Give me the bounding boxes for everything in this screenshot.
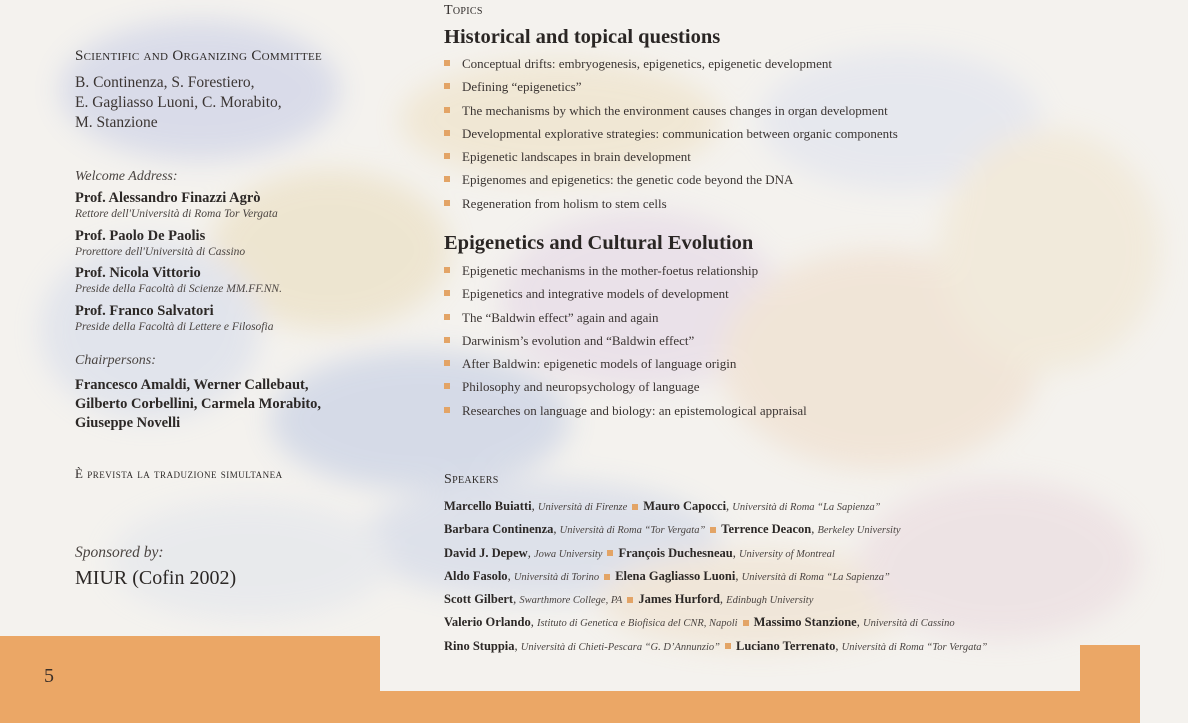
section-title: Historical and topical questions <box>444 26 721 48</box>
topic-text: The mechanisms by which the environment causes changes in organ development <box>462 102 888 118</box>
speaker-row: David J. Depew, Jowa University François Duchesneau, University of Montreal <box>444 545 835 560</box>
separator-icon <box>632 504 638 510</box>
topic-item <box>444 375 807 398</box>
committee-name-line: B. Continenza, S. Forestiero, <box>75 74 255 91</box>
speaker-affiliation: Università di Firenze <box>537 502 628 513</box>
speaker-name: Prof. Franco Salvatori <box>75 303 214 319</box>
speaker-row: Marcello Buiatti, Università di Firenze Mauro Capocci, Università di Roma “La Sapienza” <box>444 499 881 513</box>
speaker-role: Preside della Facoltà di Scienze MM.FF.NN. <box>75 283 282 295</box>
topic-item <box>444 168 898 191</box>
bullet-icon <box>444 360 450 366</box>
separator-icon <box>604 574 610 580</box>
speaker-row: Scott Gilbert, Swarthmore College, PA James Hurford, Edinbugh University <box>444 592 814 607</box>
topic-text: Researches on language and biology: an epistemological appraisal <box>462 402 807 418</box>
topic-item <box>444 329 807 352</box>
speaker-affiliation: Università di Roma “La Sapienza” <box>732 502 881 513</box>
topic-text: Epigenetic mechanisms in the mother-foetus relationship <box>462 263 759 278</box>
separator-icon <box>710 527 716 533</box>
speaker-name: Luciano Terrenato <box>735 638 836 653</box>
topic-text: Developmental explorative strategies: communication between organic components <box>462 125 898 141</box>
speaker-row: Rino Stuppia, Università di Chieti-Pescara “G. D’Annunzio” Luciano Terrenato, Università di Roma “Tor Vergata” <box>444 638 988 653</box>
committee-heading: Scientific and Organizing Committee <box>75 48 323 64</box>
chairperson-line: Giuseppe Novelli <box>75 415 181 431</box>
speaker-affiliation: Università di Roma “La Sapienza” <box>741 571 890 583</box>
speaker-affiliation: Università di Torino <box>513 571 600 583</box>
speaker-name: Aldo Fasolo <box>444 568 508 583</box>
bullet-icon <box>444 200 450 206</box>
speaker-row: Barbara Continenza, Università di Roma “Tor Vergata” Terrence Deacon, Berkeley University <box>444 522 901 537</box>
topic-item <box>444 192 898 215</box>
bullet-icon <box>444 267 450 273</box>
speaker-name: Massimo Stanzione <box>753 615 857 630</box>
speaker-role: Prorettore dell'Università di Cassino <box>75 246 246 258</box>
topic-item <box>444 145 898 168</box>
chairpersons-heading: Chairpersons: <box>75 353 156 368</box>
bullet-icon <box>444 83 450 89</box>
speaker-affiliation: Istituto di Genetica e Biofisica del CNR, Napoli <box>536 618 738 630</box>
bullet-icon <box>444 290 450 296</box>
topic-text: Epigenetic landscapes in brain development <box>462 149 691 165</box>
topic-list <box>444 52 898 215</box>
welcome-speaker <box>75 228 245 259</box>
chairperson-line: Gilberto Corbellini, Carmela Morabito, <box>75 396 322 412</box>
topic-text: Philosophy and neuropsychology of language <box>462 379 700 395</box>
topic-text: Darwinism’s evolution and “Baldwin effect” <box>462 332 695 348</box>
topic-text: Regeneration from holism to stem cells <box>462 195 667 211</box>
speaker-affiliation: Università di Cassino <box>862 618 955 630</box>
welcome-speaker <box>75 303 273 334</box>
speaker-name: Barbara Continenza <box>444 522 554 537</box>
speaker-name: Terrence Deacon <box>721 522 812 537</box>
topic-text: Epigenomes and epigenetics: the genetic code beyond the DNA <box>462 172 794 188</box>
speaker-role: Preside della Facoltà di Lettere e Filosofia <box>75 321 274 333</box>
bullet-icon <box>444 130 450 136</box>
footer-band-left <box>0 636 380 723</box>
topic-text: Conceptual drifts: embryogenesis, epigenetics, epigenetic development <box>462 56 833 71</box>
committee-names <box>75 73 282 133</box>
committee-name-line: E. Gagliasso Luoni, C. Morabito, <box>75 94 282 111</box>
translation-note: È prevista la traduzione simultanea <box>75 466 283 481</box>
speaker-affiliation: Berkeley University <box>817 525 901 537</box>
topic-item <box>444 352 807 375</box>
speaker-name: François Duchesneau <box>618 545 733 560</box>
section-title: Epigenetics and Cultural Evolution <box>444 232 754 254</box>
speaker-name: Prof. Paolo De Paolis <box>75 228 206 244</box>
topic-list <box>444 259 807 422</box>
speaker-affiliation: Edinbugh University <box>726 595 814 607</box>
speaker-name: Prof. Alessandro Finazzi Agrò <box>75 190 261 206</box>
topic-item <box>444 122 898 145</box>
speaker-name: Valerio Orlando <box>444 615 531 630</box>
topic-item <box>444 282 807 305</box>
welcome-heading: Welcome Address: <box>75 169 178 184</box>
topic-item <box>444 306 807 329</box>
separator-icon <box>725 643 731 649</box>
speaker-name: Mauro Capocci <box>643 499 727 513</box>
speaker-affiliation: Jowa University <box>533 548 603 560</box>
bullet-icon <box>444 153 450 159</box>
separator-icon <box>607 550 613 556</box>
speaker-name: David J. Depew <box>444 545 528 560</box>
bullet-icon <box>444 407 450 413</box>
speaker-name: Marcello Buiatti <box>444 499 532 513</box>
topic-item <box>444 399 807 422</box>
bullet-icon <box>444 176 450 182</box>
topic-text: Epigenetics and integrative models of development <box>462 286 729 302</box>
topic-text: Defining “epigenetics” <box>462 79 582 95</box>
speakers-list <box>444 495 987 658</box>
committee-name-line: M. Stanzione <box>75 114 158 131</box>
bullet-icon <box>444 107 450 113</box>
speaker-affiliation: Università di Roma “Tor Vergata” <box>841 641 988 653</box>
speaker-name: Prof. Nicola Vittorio <box>75 265 201 281</box>
footer-band-right <box>1080 645 1140 723</box>
topic-item <box>444 75 898 98</box>
speaker-affiliation: Swarthmore College, PA <box>519 595 623 607</box>
chairpersons-names <box>75 376 321 433</box>
speakers-label: Speakers <box>444 472 499 487</box>
speaker-role: Rettore dell'Università di Roma Tor Vergata <box>75 208 278 220</box>
speaker-affiliation: Università di Chieti-Pescara “G. D’Annunzio” <box>520 641 720 653</box>
topic-text: The “Baldwin effect” again and again <box>462 309 659 325</box>
speaker-name: Elena Gagliasso Luoni <box>615 568 736 583</box>
speaker-row: Aldo Fasolo, Università di Torino Elena Gagliasso Luoni, Università di Roma “La Sapienza” <box>444 568 890 583</box>
separator-icon <box>627 597 633 603</box>
topic-item <box>444 52 898 75</box>
separator-icon <box>743 620 749 626</box>
bullet-icon <box>444 60 450 66</box>
speaker-row: Valerio Orlando, Istituto di Genetica e Biofisica del CNR, Napoli Massimo Stanzione, Università di Cassino <box>444 615 955 630</box>
sponsored-heading: Sponsored by: <box>75 544 164 561</box>
sponsor-name: MIUR (Cofin 2002) <box>75 567 237 589</box>
bullet-icon <box>444 337 450 343</box>
welcome-speaker <box>75 190 278 221</box>
topic-item <box>444 259 807 282</box>
speaker-affiliation: Università di Roma “Tor Vergata” <box>559 525 706 537</box>
topic-text: After Baldwin: epigenetic models of language origin <box>462 356 737 372</box>
speaker-name: Scott Gilbert <box>444 592 514 607</box>
speaker-affiliation: University of Montreal <box>738 548 835 560</box>
topics-label: Topics <box>444 3 483 18</box>
welcome-speaker <box>75 265 282 296</box>
chairperson-line: Francesco Amaldi, Werner Callebaut, <box>75 377 309 393</box>
topic-item <box>444 99 898 122</box>
bullet-icon <box>444 383 450 389</box>
speaker-name: James Hurford <box>638 592 720 607</box>
speaker-name: Rino Stuppia <box>444 638 515 653</box>
bullet-icon <box>444 314 450 320</box>
footer-band-bottom <box>380 691 1140 723</box>
page-number: 5 <box>44 665 54 687</box>
